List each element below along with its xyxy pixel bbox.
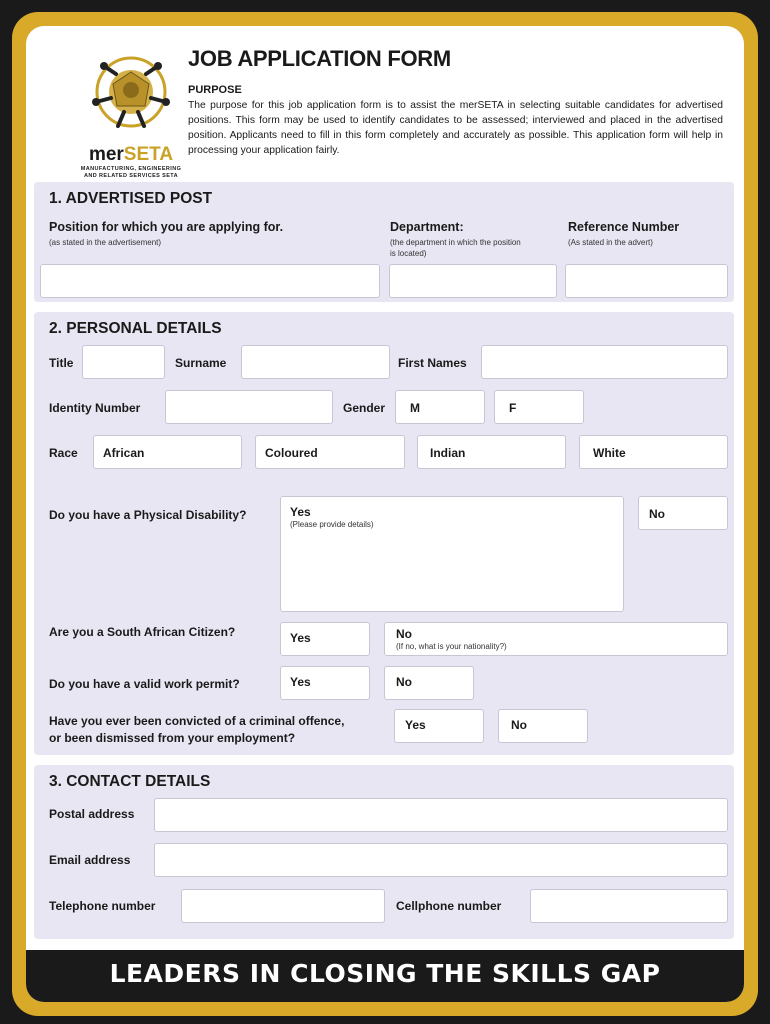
brand-tagline-2: AND RELATED SERVICES SETA — [83, 173, 179, 179]
criminal-no-option[interactable] — [498, 709, 588, 743]
citizen-yes-option[interactable] — [280, 622, 370, 656]
race-indian-option[interactable] — [417, 435, 566, 469]
race-white-option[interactable] — [579, 435, 728, 469]
cellphone-label: Cellphone number — [396, 899, 502, 913]
section-heading: 1. ADVERTISED POST — [49, 190, 213, 207]
permit-yes-label: Yes — [290, 675, 311, 689]
title-input[interactable] — [82, 345, 165, 379]
race-label: Race — [49, 446, 78, 460]
criminal-question-1: Have you ever been convicted of a criminal offence, — [49, 714, 345, 728]
disability-yes-label: Yes — [290, 505, 311, 519]
footer-slogan: LEADERS IN CLOSING THE SKILLS GAP — [109, 959, 661, 988]
citizen-yes-label: Yes — [290, 631, 311, 645]
id-number-input[interactable] — [165, 390, 333, 424]
reference-label: Reference Number — [568, 220, 680, 234]
postal-address-input[interactable] — [154, 798, 728, 832]
brand-tagline-1: MANUFACTURING, ENGINEERING — [80, 166, 182, 172]
permit-no-option[interactable] — [384, 666, 474, 700]
postal-address-label: Postal address — [49, 807, 135, 821]
criminal-no-label: No — [511, 718, 527, 732]
surname-label: Surname — [175, 356, 227, 370]
email-address-input[interactable] — [154, 843, 728, 877]
purpose-heading: PURPOSE — [188, 84, 242, 96]
criminal-yes-option[interactable] — [394, 709, 484, 743]
position-label: Position for which you are applying for. — [49, 220, 284, 234]
disability-question: Do you have a Physical Disability? — [49, 508, 247, 522]
telephone-input[interactable] — [181, 889, 385, 923]
work-permit-question: Do you have a valid work permit? — [49, 677, 240, 691]
department-sub-2: is located) — [390, 249, 427, 258]
race-indian-label: Indian — [430, 446, 466, 460]
first-names-label: First Names — [398, 356, 467, 370]
citizen-no-nationality[interactable] — [384, 622, 728, 656]
section-heading: 3. CONTACT DETAILS — [49, 773, 211, 790]
race-coloured-option[interactable] — [255, 435, 405, 469]
citizen-question: Are you a South African Citizen? — [49, 625, 236, 639]
position-input[interactable] — [40, 264, 380, 298]
race-african-option[interactable] — [93, 435, 242, 469]
purpose-text: The purpose for this job application form is to assist the merSETA in selecting suitable candidates for advertised positions. This form may be used to identify candidates to be assessed; interviewed and placed in the advertised position. Applicants need to fill in this form completely and accurately as possible. This application form will help in processing your application fairly. — [188, 100, 723, 156]
reference-input[interactable] — [565, 264, 728, 298]
telephone-label: Telephone number — [49, 899, 156, 913]
race-white-label: White — [593, 446, 626, 460]
race-african-label: African — [103, 446, 145, 460]
permit-yes-option[interactable] — [280, 666, 370, 700]
permit-no-label: No — [396, 675, 412, 689]
citizen-no-label: No — [396, 627, 412, 641]
section-advertised-post — [34, 182, 734, 302]
department-input[interactable] — [389, 264, 557, 298]
page-title: JOB APPLICATION FORM — [188, 46, 451, 71]
brand-mer: mer — [88, 144, 124, 165]
disability-yes-sub: (Please provide details) — [290, 520, 374, 529]
reference-sub: (As stated in the advert) — [568, 238, 653, 247]
logo-emblem-icon — [56, 44, 206, 144]
gender-f-option[interactable] — [494, 390, 584, 424]
criminal-yes-label: Yes — [405, 718, 426, 732]
id-number-label: Identity Number — [49, 401, 141, 415]
race-coloured-label: Coloured — [265, 446, 318, 460]
cellphone-input[interactable] — [530, 889, 728, 923]
section-personal-details — [34, 312, 734, 755]
section-contact-details — [34, 765, 734, 939]
surname-input[interactable] — [241, 345, 390, 379]
citizen-no-sub: (If no, what is your nationality?) — [396, 642, 507, 651]
department-sub-1: (the department in which the position — [390, 238, 521, 247]
footer-banner — [26, 950, 744, 1002]
email-address-label: Email address — [49, 853, 131, 867]
department-label: Department: — [390, 220, 464, 234]
title-label: Title — [49, 356, 74, 370]
gender-m-label: M — [410, 401, 420, 415]
criminal-question-2: or been dismissed from your employment? — [49, 731, 296, 745]
disability-no-label: No — [649, 507, 665, 521]
disability-no-option[interactable] — [638, 496, 728, 530]
brand-seta: SETA — [123, 144, 174, 165]
gender-m-option[interactable] — [395, 390, 485, 424]
disability-yes-details[interactable] — [280, 496, 624, 612]
first-names-input[interactable] — [481, 345, 728, 379]
merseta-logo — [56, 44, 206, 180]
position-sub: (as stated in the advertisement) — [49, 238, 162, 247]
form-page — [26, 26, 744, 1002]
gender-f-label: F — [509, 401, 517, 415]
brand-wordmark — [56, 144, 206, 180]
gender-label: Gender — [343, 401, 386, 415]
section-heading: 2. PERSONAL DETAILS — [49, 320, 222, 337]
